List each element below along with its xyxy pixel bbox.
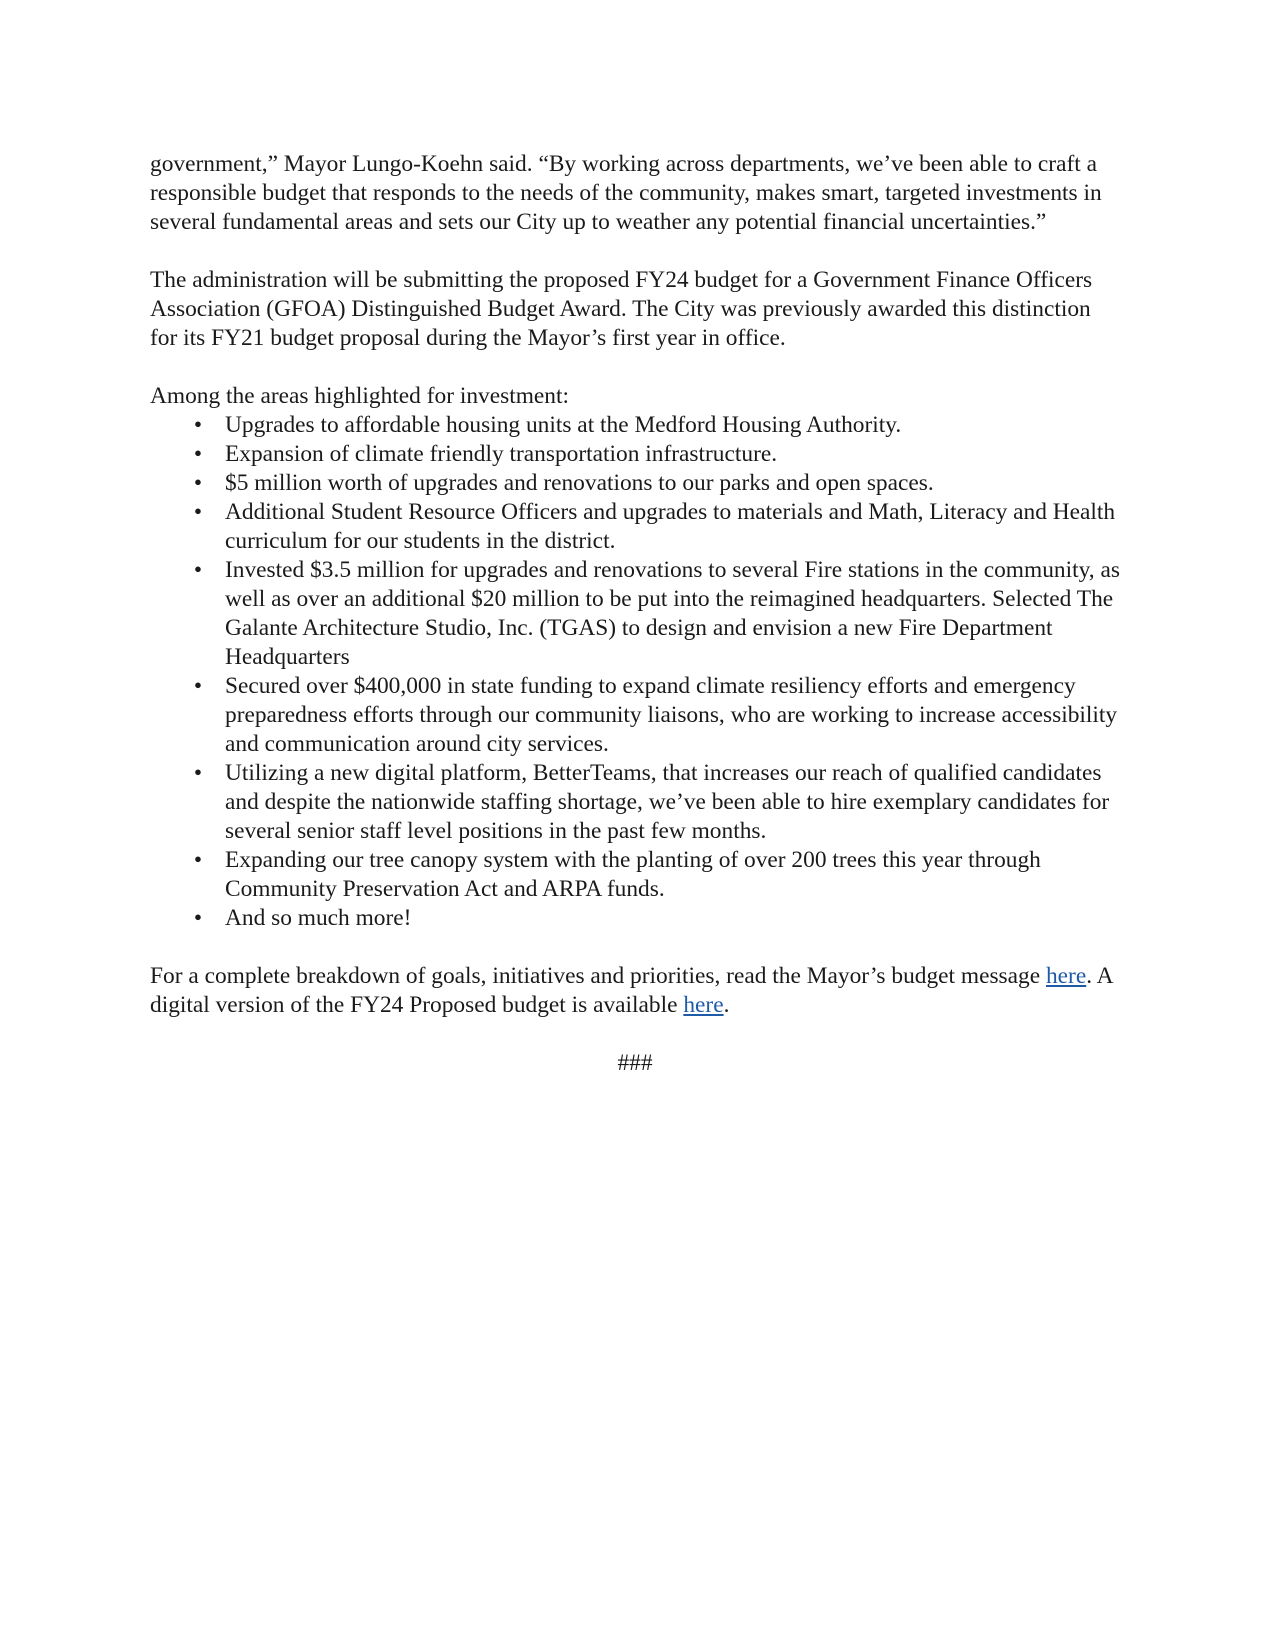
list-item	[150, 556, 1120, 672]
bullet-icon: •	[193, 673, 203, 699]
list-item-text: Expansion of climate friendly transportation infrastructure.	[225, 441, 778, 467]
list-item	[150, 846, 1120, 904]
bullet-icon: •	[193, 412, 203, 438]
gfoa-paragraph: The administration will be submitting the proposed FY24 budget for a Government Finance Officers Association (GFOA) Distinguished Budget Award. The City was previously awarded this distinction for its FY21 budget proposal during the Mayor’s first year in office.	[150, 267, 1093, 351]
closing-text-start: For a complete breakdown of goals, initiatives and priorities, read the Mayor’s budget message	[150, 963, 1046, 989]
list-item	[150, 411, 1120, 440]
proposed-budget-link[interactable]: here	[683, 992, 724, 1018]
bullet-icon: •	[193, 499, 203, 525]
list-item-text: And so much more!	[225, 905, 412, 931]
list-item-text: Upgrades to affordable housing units at the Medford Housing Authority.	[225, 412, 902, 438]
end-mark: ###	[617, 1050, 653, 1076]
bullet-icon: •	[193, 760, 203, 786]
list-intro: Among the areas highlighted for investment:	[150, 383, 569, 409]
list-item	[150, 498, 1120, 556]
closing-text-middle: . A digital version of the FY24 Proposed budget is available	[150, 963, 1113, 1018]
list-item-text: Expanding our tree canopy system with the planting of over 200 trees this year through Community Preservation Act and ARPA funds.	[225, 847, 1041, 902]
quote-paragraph: government,” Mayor Lungo-Koehn said. “By working across departments, we’ve been able to craft a responsible budget that responds to the needs of the community, makes smart, targeted investments in several fundamental areas and sets our City up to weather any potential financial uncertainties.”	[150, 151, 1102, 235]
document-page	[150, 150, 1120, 1078]
bullet-icon: •	[193, 905, 203, 931]
list-item-text: Additional Student Resource Officers and upgrades to materials and Math, Literacy and Health curriculum for our students in the district.	[225, 499, 1116, 554]
list-item-text: Invested $3.5 million for upgrades and renovations to several Fire stations in the community, as well as over an additional $20 million to be put into the reimagined headquarters. Selected The Galante Architecture Studio, Inc. (TGAS) to design and envision a new Fire Department Headquarters	[225, 557, 1120, 670]
list-item	[150, 469, 1120, 498]
closing-paragraph	[150, 962, 1120, 1020]
list-item-text: $5 million worth of upgrades and renovations to our parks and open spaces.	[225, 470, 934, 496]
bullet-icon: •	[193, 470, 203, 496]
list-item-text: Utilizing a new digital platform, BetterTeams, that increases our reach of qualified candidates and despite the nationwide staffing shortage, we’ve been able to hire exemplary candidates for several senior staff level positions in the past few months.	[225, 760, 1110, 844]
bullet-icon: •	[193, 441, 203, 467]
bullet-icon: •	[193, 557, 203, 583]
list-item	[150, 759, 1120, 846]
list-item	[150, 904, 1120, 933]
list-item	[150, 672, 1120, 759]
list-item-text: Secured over $400,000 in state funding to expand climate resiliency efforts and emergency preparedness efforts through our community liaisons, who are working to increase accessibility and communication around city services.	[225, 673, 1118, 757]
closing-text-end: .	[723, 992, 730, 1018]
list-item	[150, 440, 1120, 469]
investment-list	[150, 411, 1120, 933]
budget-message-link[interactable]: here	[1045, 963, 1087, 989]
bullet-icon: •	[193, 847, 203, 873]
